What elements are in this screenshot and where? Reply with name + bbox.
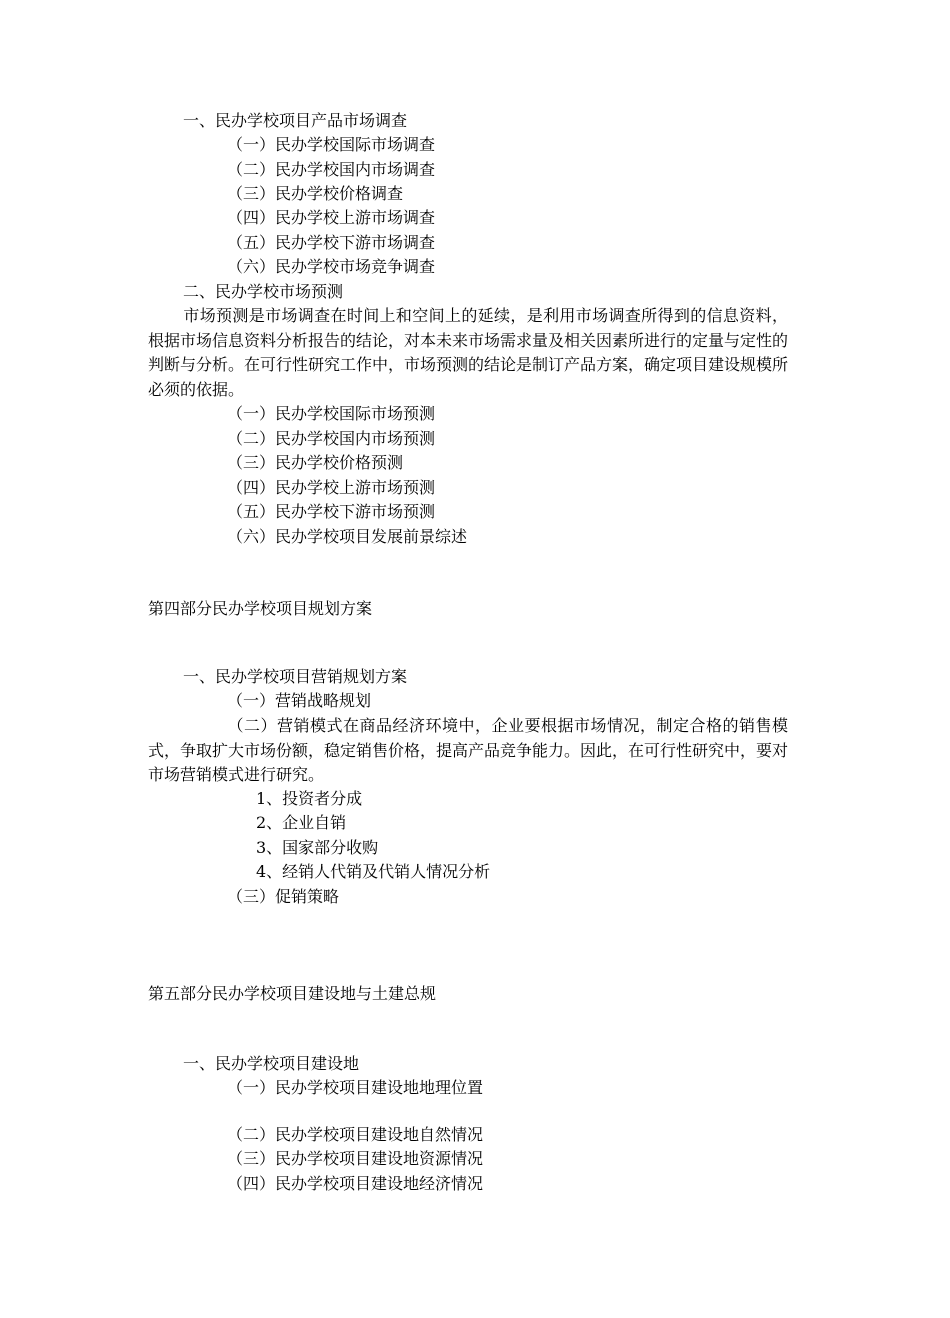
section-heading: 一、民办学校项目建设地	[183, 1054, 360, 1073]
list-item: （四）民办学校上游市场预测	[227, 478, 436, 497]
section-heading: 一、民办学校项目产品市场调查	[183, 111, 408, 130]
list-item: （二）民办学校国内市场调查	[227, 160, 436, 179]
list-item: （四）民办学校上游市场调查	[227, 208, 436, 227]
list-item: （一）民办学校项目建设地地理位置	[227, 1078, 484, 1097]
paragraph-marketing-mode	[148, 714, 788, 788]
part-title: 第四部分民办学校项目规划方案	[148, 599, 373, 618]
section-heading: 二、民办学校市场预测	[183, 282, 344, 301]
section-heading: 一、民办学校项目营销规划方案	[183, 667, 408, 686]
list-item: （五）民办学校下游市场预测	[227, 502, 436, 521]
paragraph-market-forecast	[148, 304, 788, 402]
list-item: （三）民办学校价格预测	[227, 453, 404, 472]
part-title: 第五部分民办学校项目建设地与土建总规	[148, 984, 437, 1003]
list-item: （四）民办学校项目建设地经济情况	[227, 1174, 484, 1193]
list-item: （三）促销策略	[227, 887, 340, 906]
list-item: （三）民办学校项目建设地资源情况	[227, 1149, 484, 1168]
list-item: 4、经销人代销及代销人情况分析	[256, 862, 491, 881]
paragraph-text: 市场预测是市场调查在时间上和空间上的延续，是利用市场调查所得到的信息资料，根据市场信息资料分析报告的结论，对本未来市场需求量及相关因素所进行的定量与定性的判断与分析。在可行性研究工作中，市场预测的结论是制订产品方案，确定项目建设规模所必须的依据。	[148, 306, 789, 399]
list-item: （一）营销战略规划	[227, 691, 372, 710]
list-item: （五）民办学校下游市场调查	[227, 233, 436, 252]
list-item: （一）民办学校国际市场预测	[227, 404, 436, 423]
list-item: （三）民办学校价格调查	[227, 184, 404, 203]
paragraph-text: （二）营销模式在商品经济环境中，企业要根据市场情况，制定合格的销售模式，争取扩大市场份额，稳定销售价格，提高产品竞争能力。因此，在可行性研究中，要对市场营销模式进行研究。	[148, 716, 789, 784]
list-item: （六）民办学校市场竞争调查	[227, 257, 436, 276]
list-item: 3、国家部分收购	[256, 838, 379, 857]
list-item: 2、企业自销	[256, 813, 347, 832]
list-item: 1、投资者分成	[256, 789, 363, 808]
list-item: （一）民办学校国际市场调查	[227, 135, 436, 154]
list-item: （六）民办学校项目发展前景综述	[227, 527, 468, 546]
list-item: （二）民办学校国内市场预测	[227, 429, 436, 448]
list-item: （二）民办学校项目建设地自然情况	[227, 1125, 484, 1144]
